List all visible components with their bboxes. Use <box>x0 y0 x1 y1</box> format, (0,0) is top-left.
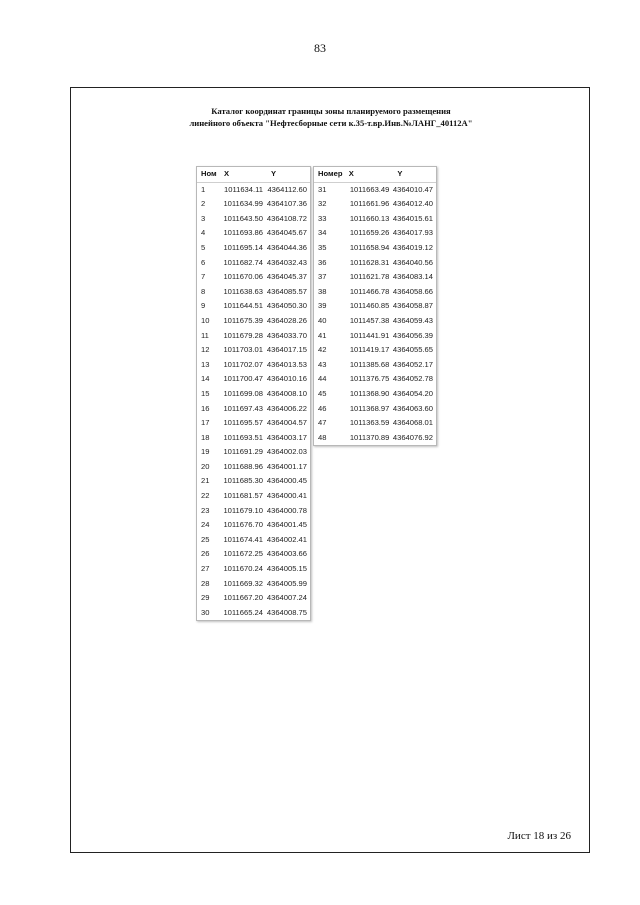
header-x: X <box>348 169 354 178</box>
cell-x: 1011665.24 <box>223 607 263 617</box>
cell-number: 33 <box>318 213 327 223</box>
cell-number: 45 <box>318 388 327 398</box>
cell-x: 1011368.97 <box>349 403 390 413</box>
cell-x: 1011676.70 <box>223 520 263 530</box>
table-row <box>197 402 310 417</box>
cell-y: 4364055.65 <box>392 345 433 355</box>
table-row <box>197 285 310 300</box>
document-title <box>71 105 591 129</box>
table-row <box>314 285 436 300</box>
table-row <box>197 547 310 562</box>
table-row <box>314 431 436 446</box>
cell-number: 13 <box>201 359 210 369</box>
page-number: 83 <box>314 41 326 55</box>
cell-number: 48 <box>318 432 327 442</box>
table-row <box>197 256 310 271</box>
cell-x: 1011663.49 <box>349 184 390 194</box>
cell-x: 1011672.25 <box>223 549 263 559</box>
cell-number: 30 <box>201 607 210 617</box>
cell-number: 31 <box>318 184 327 194</box>
table-row <box>314 212 436 227</box>
cell-y: 4364017.93 <box>392 228 433 238</box>
cell-x: 1011693.51 <box>223 432 263 442</box>
cell-x: 1011682.74 <box>223 257 263 267</box>
cell-number: 10 <box>201 315 210 325</box>
coordinates-table-left <box>196 166 311 621</box>
table-row <box>197 577 310 592</box>
cell-x: 1011670.06 <box>223 272 263 282</box>
title-line-1: Каталог координат границы зоны планируемого размещения <box>211 106 451 116</box>
cell-y: 4364058.66 <box>392 286 433 296</box>
cell-x: 1011370.89 <box>349 432 390 442</box>
cell-x: 1011702.07 <box>223 359 263 369</box>
table-row <box>314 299 436 314</box>
table-row <box>314 372 436 387</box>
sheet-number-label: Лист 18 из 26 <box>507 830 571 842</box>
table-row <box>314 329 436 344</box>
table-row <box>314 387 436 402</box>
cell-number: 38 <box>318 286 327 296</box>
cell-number: 34 <box>318 228 327 238</box>
cell-number: 28 <box>201 578 210 588</box>
cell-number: 36 <box>318 257 327 267</box>
cell-number: 2 <box>201 199 206 209</box>
table-row <box>197 518 310 533</box>
cell-x: 1011659.26 <box>349 228 390 238</box>
title-line-2: линейного объекта "Нефтесборные сети к.35-т.вр.Инв.№ЛАНГ_40112А" <box>189 118 473 128</box>
cell-number: 8 <box>201 286 206 296</box>
cell-number: 3 <box>201 213 206 223</box>
header-y: Y <box>271 169 277 178</box>
cell-y: 4364040.56 <box>392 257 433 267</box>
cell-number: 21 <box>201 476 210 486</box>
table-row <box>197 460 310 475</box>
cell-x: 1011385.68 <box>349 359 390 369</box>
cell-y: 4364045.67 <box>266 228 307 238</box>
cell-x: 1011634.11 <box>224 184 263 194</box>
cell-y: 4364002.41 <box>266 534 307 544</box>
cell-y: 4364001.45 <box>266 520 307 530</box>
table-row <box>197 416 310 431</box>
cell-x: 1011700.47 <box>223 374 263 384</box>
cell-y: 4364019.12 <box>392 242 433 252</box>
cell-y: 4364000.45 <box>266 476 307 486</box>
cell-y: 4364003.17 <box>266 432 307 442</box>
cell-x: 1011675.39 <box>223 315 263 325</box>
cell-number: 4 <box>201 228 206 238</box>
table-row <box>197 445 310 460</box>
header-y: Y <box>397 169 403 178</box>
cell-y: 4364108.72 <box>266 213 307 223</box>
cell-number: 25 <box>201 534 210 544</box>
cell-y: 4364050.30 <box>266 301 307 311</box>
cell-x: 1011691.29 <box>223 447 263 457</box>
table-row <box>314 241 436 256</box>
cell-x: 1011460.85 <box>349 301 390 311</box>
cell-number: 40 <box>318 315 327 325</box>
cell-y: 4364083.14 <box>392 272 433 282</box>
cell-x: 1011638.63 <box>223 286 263 296</box>
cell-y: 4364013.53 <box>266 359 307 369</box>
cell-y: 4364000.78 <box>266 505 307 515</box>
cell-y: 4364076.92 <box>392 432 433 442</box>
table-row <box>197 591 310 606</box>
table-row <box>197 197 310 212</box>
table-row <box>197 299 310 314</box>
cell-x: 1011658.94 <box>349 242 390 252</box>
cell-number: 29 <box>201 593 210 603</box>
cell-number: 22 <box>201 491 210 501</box>
cell-x: 1011368.90 <box>349 388 390 398</box>
cell-y: 4364002.03 <box>266 447 307 457</box>
table-row <box>197 212 310 227</box>
table-row <box>197 387 310 402</box>
cell-x: 1011621.78 <box>349 272 390 282</box>
table-row <box>197 358 310 373</box>
table-row <box>197 226 310 241</box>
cell-number: 27 <box>201 564 210 574</box>
header-number: Номер <box>318 169 343 178</box>
cell-y: 4364010.47 <box>392 184 433 194</box>
cell-x: 1011688.96 <box>223 461 263 471</box>
table-row <box>197 562 310 577</box>
cell-number: 47 <box>318 418 327 428</box>
cell-number: 15 <box>201 388 210 398</box>
cell-number: 26 <box>201 549 210 559</box>
cell-number: 23 <box>201 505 210 515</box>
cell-x: 1011699.08 <box>223 388 263 398</box>
table-header-row <box>197 167 310 183</box>
cell-x: 1011419.17 <box>349 345 390 355</box>
cell-number: 17 <box>201 418 210 428</box>
cell-number: 7 <box>201 272 206 282</box>
cell-y: 4364052.78 <box>392 374 433 384</box>
table-row <box>197 533 310 548</box>
cell-y: 4364044.36 <box>266 242 307 252</box>
header-x: X <box>224 169 230 178</box>
cell-y: 4364008.10 <box>266 388 307 398</box>
cell-y: 4364032.43 <box>266 257 307 267</box>
cell-number: 41 <box>318 330 327 340</box>
table-row <box>197 504 310 519</box>
cell-number: 1 <box>201 184 206 194</box>
cell-number: 39 <box>318 301 327 311</box>
table-row <box>197 183 310 198</box>
cell-x: 1011376.75 <box>349 374 390 384</box>
table-row <box>314 416 436 431</box>
cell-x: 1011695.57 <box>223 418 263 428</box>
cell-y: 4364063.60 <box>392 403 433 413</box>
table-row <box>197 606 310 621</box>
table-row <box>197 270 310 285</box>
cell-number: 43 <box>318 359 327 369</box>
cell-x: 1011628.31 <box>349 257 390 267</box>
cell-y: 4364028.26 <box>266 315 307 325</box>
cell-y: 4364015.61 <box>392 213 433 223</box>
table-row <box>314 314 436 329</box>
cell-y: 4364012.40 <box>392 199 433 209</box>
page-frame <box>70 87 590 853</box>
cell-x: 1011441.91 <box>349 330 390 340</box>
cell-number: 16 <box>201 403 210 413</box>
cell-x: 1011693.86 <box>223 228 263 238</box>
cell-number: 32 <box>318 199 327 209</box>
table-row <box>197 489 310 504</box>
cell-y: 4364045.37 <box>266 272 307 282</box>
cell-number: 9 <box>201 301 206 311</box>
cell-y: 4364004.57 <box>266 418 307 428</box>
cell-number: 37 <box>318 272 327 282</box>
cell-y: 4364000.41 <box>266 491 307 501</box>
cell-x: 1011697.43 <box>223 403 263 413</box>
cell-y: 4364005.15 <box>266 564 307 574</box>
cell-x: 1011674.41 <box>223 534 263 544</box>
cell-x: 1011669.32 <box>223 578 263 588</box>
cell-number: 20 <box>201 461 210 471</box>
cell-y: 4364085.57 <box>266 286 307 296</box>
cell-x: 1011457.38 <box>349 315 390 325</box>
cell-y: 4364007.24 <box>266 593 307 603</box>
table-row <box>314 402 436 417</box>
table-row <box>314 183 436 198</box>
cell-number: 12 <box>201 345 210 355</box>
cell-number: 19 <box>201 447 210 457</box>
cell-x: 1011661.96 <box>349 199 390 209</box>
cell-x: 1011644.51 <box>223 301 263 311</box>
cell-y: 4364059.43 <box>392 315 433 325</box>
cell-y: 4364058.87 <box>392 301 433 311</box>
cell-number: 46 <box>318 403 327 413</box>
cell-number: 14 <box>201 374 210 384</box>
cell-x: 1011634.99 <box>223 199 263 209</box>
table-row <box>197 431 310 446</box>
table-row <box>197 241 310 256</box>
cell-y: 4364068.01 <box>392 418 433 428</box>
cell-number: 11 <box>201 330 209 340</box>
table-row <box>314 197 436 212</box>
cell-x: 1011363.59 <box>349 418 390 428</box>
cell-number: 35 <box>318 242 327 252</box>
table-row <box>314 358 436 373</box>
coordinates-table-right <box>313 166 437 446</box>
table-row <box>197 343 310 358</box>
cell-y: 4364005.99 <box>266 578 307 588</box>
cell-x: 1011679.10 <box>223 505 263 515</box>
cell-number: 44 <box>318 374 327 384</box>
table-row <box>314 270 436 285</box>
cell-y: 4364033.70 <box>266 330 307 340</box>
table-row <box>314 343 436 358</box>
cell-x: 1011703.01 <box>223 345 263 355</box>
header-number: Ном <box>201 169 217 178</box>
cell-x: 1011466.78 <box>349 286 390 296</box>
cell-y: 4364006.22 <box>266 403 307 413</box>
table-row <box>197 329 310 344</box>
cell-x: 1011643.50 <box>223 213 263 223</box>
cell-number: 5 <box>201 242 206 252</box>
cell-x: 1011679.28 <box>223 330 263 340</box>
cell-y: 4364010.16 <box>266 374 307 384</box>
cell-x: 1011660.13 <box>349 213 390 223</box>
cell-y: 4364003.66 <box>266 549 307 559</box>
cell-x: 1011667.20 <box>223 593 263 603</box>
cell-x: 1011695.14 <box>223 242 263 252</box>
cell-y: 4364017.15 <box>266 345 307 355</box>
cell-y: 4364008.75 <box>266 607 307 617</box>
cell-y: 4364001.17 <box>266 461 307 471</box>
table-row <box>197 314 310 329</box>
table-header-row <box>314 167 436 183</box>
cell-y: 4364107.36 <box>266 199 307 209</box>
cell-number: 18 <box>201 432 210 442</box>
table-row <box>197 372 310 387</box>
cell-x: 1011681.57 <box>223 491 263 501</box>
table-row <box>314 256 436 271</box>
cell-x: 1011685.30 <box>223 476 263 486</box>
cell-number: 6 <box>201 257 206 267</box>
table-row <box>314 226 436 241</box>
cell-y: 4364054.20 <box>392 388 433 398</box>
cell-number: 42 <box>318 345 327 355</box>
cell-y: 4364052.17 <box>392 359 433 369</box>
cell-number: 24 <box>201 520 210 530</box>
cell-y: 4364112.60 <box>267 184 307 194</box>
table-row <box>197 474 310 489</box>
cell-x: 1011670.24 <box>223 564 263 574</box>
cell-y: 4364056.39 <box>392 330 433 340</box>
